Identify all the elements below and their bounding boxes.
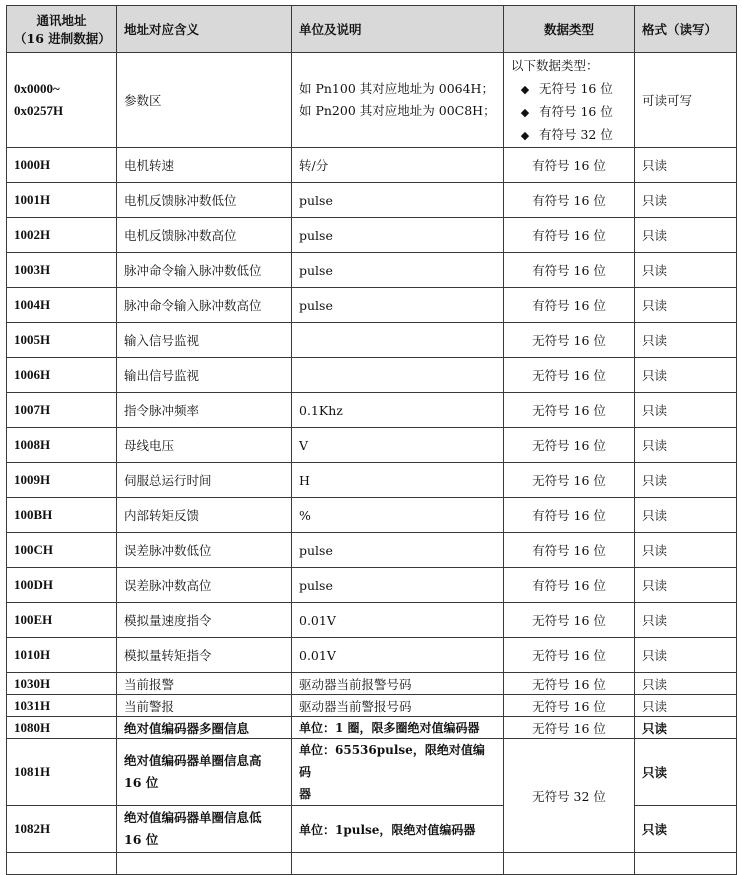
cell-address: 1009H: [7, 463, 117, 498]
cell-meaning: 指令脉冲频率: [117, 393, 292, 428]
table-row: [7, 218, 737, 253]
cell-data-type: 无符号 16 位: [504, 358, 635, 393]
table-row: [7, 739, 737, 806]
table-row: [7, 603, 737, 638]
param-unit-line1: 如 Pn100 其对应地址为 0064H；: [299, 81, 494, 96]
cell-meaning: 模拟量速度指令: [117, 603, 292, 638]
cell-address: 1081H: [7, 739, 117, 806]
cell-address: 100EH: [7, 603, 117, 638]
cell-address: 1003H: [7, 253, 117, 288]
table-row: [7, 673, 737, 695]
cell-unit: 0.01V: [292, 603, 504, 638]
cell-meaning: 误差脉冲数低位: [117, 533, 292, 568]
cell-meaning: 当前报警: [117, 673, 292, 695]
cell-data-type: 无符号 16 位: [504, 638, 635, 673]
param-unit-line2: 如 Pn200 其对应地址为 00C8H；: [299, 103, 496, 118]
table-row: [7, 358, 737, 393]
cell-meaning: 电机反馈脉冲数高位: [117, 218, 292, 253]
cell-address: 1030H: [7, 673, 117, 695]
cell-meaning-line1: 绝对值编码器单圈信息低: [124, 810, 262, 825]
cell-meaning-line2: 16 位: [124, 775, 159, 790]
cell-data-type: 有符号 16 位: [504, 218, 635, 253]
param-unit: [292, 53, 504, 148]
cell-format: 只读: [635, 428, 737, 463]
param-data-type-intro: 以下数据类型：: [511, 57, 599, 73]
cell-format: 只读: [635, 717, 737, 739]
cell-format: 只读: [635, 463, 737, 498]
cell-meaning-line1: 绝对值编码器单圈信息高: [124, 753, 262, 768]
cell-data-type: 无符号 16 位: [504, 463, 635, 498]
cell-address: 1007H: [7, 393, 117, 428]
param-address-line1: 0x0000~: [14, 81, 60, 96]
list-item-text: 有符号 16 位: [539, 103, 613, 119]
param-meaning: 参数区: [117, 53, 292, 148]
table-row: [7, 323, 737, 358]
cell-format: 只读: [635, 568, 737, 603]
diamond-bullet-icon: ◆: [520, 105, 530, 119]
cell-meaning: 输出信号监视: [117, 358, 292, 393]
cell-unit: pulse: [292, 218, 504, 253]
list-item-text: 无符号 16 位: [539, 80, 613, 96]
header-address: [7, 6, 117, 53]
cell-meaning: 当前警报: [117, 695, 292, 717]
diamond-bullet-icon: ◆: [520, 82, 530, 96]
cell-meaning: 脉冲命令输入脉冲数低位: [117, 253, 292, 288]
cell-meaning-line2: 16 位: [124, 832, 159, 847]
empty-row: [7, 853, 737, 875]
cell-unit: 驱动器当前警报号码: [292, 695, 504, 717]
cell-format: 只读: [635, 673, 737, 695]
cell-unit: [292, 323, 504, 358]
cell-format: 只读: [635, 638, 737, 673]
cell-data-type: 有符号 16 位: [504, 148, 635, 183]
cell-empty: [117, 853, 292, 875]
cell-meaning: 母线电压: [117, 428, 292, 463]
cell-unit: 驱动器当前报警号码: [292, 673, 504, 695]
cell-address: 1002H: [7, 218, 117, 253]
cell-unit: [292, 358, 504, 393]
cell-data-type: 无符号 16 位: [504, 717, 635, 739]
cell-data-type: 有符号 16 位: [504, 533, 635, 568]
cell-meaning: 脉冲命令输入脉冲数高位: [117, 288, 292, 323]
cell-address: 1082H: [7, 806, 117, 853]
param-address: [7, 53, 117, 148]
cell-format: 只读: [635, 288, 737, 323]
param-address-line2: 0x0257H: [14, 103, 64, 118]
cell-unit: V: [292, 428, 504, 463]
table-row: [7, 148, 737, 183]
cell-empty: [504, 853, 635, 875]
cell-meaning: 模拟量转矩指令: [117, 638, 292, 673]
cell-data-type: 无符号 16 位: [504, 428, 635, 463]
cell-format: 只读: [635, 323, 737, 358]
cell-unit-line2: 器: [299, 787, 312, 801]
list-item-text: 有符号 32 位: [539, 126, 613, 142]
cell-format: 只读: [635, 806, 737, 853]
header-address-line1: 通讯地址: [36, 13, 87, 28]
table-row: [7, 533, 737, 568]
param-format: 可读可写: [635, 53, 737, 148]
cell-unit: 0.1Khz: [292, 393, 504, 428]
cell-address: 1000H: [7, 148, 117, 183]
cell-unit: [292, 739, 504, 806]
cell-address: 100CH: [7, 533, 117, 568]
cell-unit: 单位：1pulse，限绝对值编码器: [292, 806, 504, 853]
header-meaning: 地址对应含义: [117, 6, 292, 53]
cell-address: 1005H: [7, 323, 117, 358]
cell-address: 1004H: [7, 288, 117, 323]
cell-address: 1031H: [7, 695, 117, 717]
cell-data-type: 无符号 16 位: [504, 695, 635, 717]
table-row: [7, 183, 737, 218]
cell-unit: pulse: [292, 183, 504, 218]
cell-data-type: 有符号 16 位: [504, 498, 635, 533]
cell-meaning: 内部转矩反馈: [117, 498, 292, 533]
cell-meaning: 输入信号监视: [117, 323, 292, 358]
cell-unit: %: [292, 498, 504, 533]
cell-format: 只读: [635, 183, 737, 218]
cell-data-type: 无符号 16 位: [504, 393, 635, 428]
cell-data-type: 有符号 16 位: [504, 288, 635, 323]
cell-format: 只读: [635, 533, 737, 568]
cell-unit: 单位：1 圈，限多圈绝对值编码器: [292, 717, 504, 739]
cell-address: 1010H: [7, 638, 117, 673]
cell-format: 只读: [635, 498, 737, 533]
cell-empty: [7, 853, 117, 875]
list-item: [511, 100, 627, 123]
cell-unit: pulse: [292, 568, 504, 603]
cell-unit-line1: 单位：65536pulse，限绝对值编码: [299, 743, 485, 779]
cell-format: 只读: [635, 739, 737, 806]
cell-unit: 转/分: [292, 148, 504, 183]
cell-unit: 0.01V: [292, 638, 504, 673]
header-format: 格式（读写）: [635, 6, 737, 53]
table-row: [7, 253, 737, 288]
cell-format: 只读: [635, 148, 737, 183]
cell-unit: pulse: [292, 288, 504, 323]
cell-address: 100DH: [7, 568, 117, 603]
cell-data-type: 无符号 32 位: [504, 739, 635, 853]
header-data-type: 数据类型: [504, 6, 635, 53]
cell-meaning: [117, 739, 292, 806]
cell-data-type: 无符号 16 位: [504, 323, 635, 358]
cell-meaning: 绝对值编码器多圈信息: [117, 717, 292, 739]
cell-unit: pulse: [292, 533, 504, 568]
cell-format: 只读: [635, 603, 737, 638]
cell-empty: [292, 853, 504, 875]
cell-format: 只读: [635, 393, 737, 428]
cell-unit: H: [292, 463, 504, 498]
table-row: [7, 288, 737, 323]
cell-data-type: 无符号 16 位: [504, 673, 635, 695]
header-address-line2: （16 进制数据）: [14, 31, 111, 46]
param-data-type-list: [511, 77, 627, 146]
diamond-bullet-icon: ◆: [520, 128, 530, 142]
cell-data-type: 有符号 16 位: [504, 253, 635, 288]
register-table: [6, 5, 737, 875]
table-row: [7, 695, 737, 717]
cell-meaning: [117, 806, 292, 853]
cell-address: 100BH: [7, 498, 117, 533]
cell-unit: pulse: [292, 253, 504, 288]
cell-data-type: 有符号 16 位: [504, 183, 635, 218]
table-row: [7, 393, 737, 428]
table-row: [7, 428, 737, 463]
cell-address: 1080H: [7, 717, 117, 739]
table-row: [7, 568, 737, 603]
table-row: [7, 638, 737, 673]
cell-format: 只读: [635, 218, 737, 253]
cell-meaning: 伺服总运行时间: [117, 463, 292, 498]
cell-format: 只读: [635, 253, 737, 288]
list-item: [511, 123, 627, 146]
cell-meaning: 电机反馈脉冲数低位: [117, 183, 292, 218]
cell-data-type: 有符号 16 位: [504, 568, 635, 603]
cell-address: 1006H: [7, 358, 117, 393]
cell-meaning: 电机转速: [117, 148, 292, 183]
cell-meaning: 误差脉冲数高位: [117, 568, 292, 603]
cell-format: 只读: [635, 358, 737, 393]
param-row: [7, 53, 737, 148]
header-row: [7, 6, 737, 53]
table-row: [7, 498, 737, 533]
cell-format: 只读: [635, 695, 737, 717]
header-unit: 单位及说明: [292, 6, 504, 53]
cell-address: 1001H: [7, 183, 117, 218]
cell-empty: [635, 853, 737, 875]
cell-data-type: 无符号 16 位: [504, 603, 635, 638]
list-item: [511, 77, 627, 100]
cell-address: 1008H: [7, 428, 117, 463]
param-data-type: [504, 53, 635, 148]
table-row: [7, 717, 737, 739]
table-row: [7, 463, 737, 498]
